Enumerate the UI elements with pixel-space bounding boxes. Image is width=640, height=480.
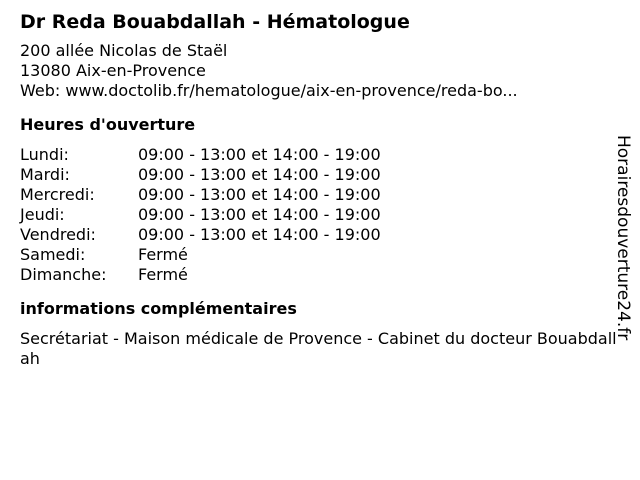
info-text: Secrétariat - Maison médicale de Provence - Cabinet du docteur Bouabdallah [20, 329, 617, 368]
hours-row-jeudi [20, 205, 610, 225]
address-block [20, 41, 610, 101]
hours-time: Fermé [138, 245, 188, 264]
hours-time: 09:00 - 13:00 et 14:00 - 19:00 [138, 185, 381, 204]
hours-row-samedi [20, 245, 610, 265]
hours-row-lundi [20, 145, 610, 165]
hours-row-mercredi [20, 185, 610, 205]
hours-time: 09:00 - 13:00 et 14:00 - 19:00 [138, 205, 381, 224]
website-line: Web: www.doctolib.fr/hematologue/aix-en-provence/reda-bo... [20, 81, 518, 100]
hours-time: Fermé [138, 265, 188, 284]
hours-row-vendredi [20, 225, 610, 245]
hours-row-dimanche [20, 265, 610, 285]
hours-day: Samedi: [20, 245, 86, 264]
watermark-text: Horairesdouverture24.fr [613, 135, 633, 341]
page-title: Dr Reda Bouabdallah - Hématologue [20, 11, 410, 33]
hours-day: Lundi: [20, 145, 69, 164]
hours-day: Mardi: [20, 165, 70, 184]
street-address: 200 allée Nicolas de Staël [20, 41, 228, 60]
hours-heading: Heures d'ouverture [20, 115, 196, 134]
hours-table [20, 145, 610, 285]
business-card [20, 10, 617, 369]
hours-row-mardi [20, 165, 610, 185]
hours-time: 09:00 - 13:00 et 14:00 - 19:00 [138, 145, 381, 164]
city-address: 13080 Aix-en-Provence [20, 61, 206, 80]
hours-day: Vendredi: [20, 225, 96, 244]
hours-time: 09:00 - 13:00 et 14:00 - 19:00 [138, 225, 381, 244]
info-heading: informations complémentaires [20, 299, 297, 318]
hours-day: Dimanche: [20, 265, 107, 284]
hours-time: 09:00 - 13:00 et 14:00 - 19:00 [138, 165, 381, 184]
hours-day: Jeudi: [20, 205, 65, 224]
hours-day: Mercredi: [20, 185, 95, 204]
